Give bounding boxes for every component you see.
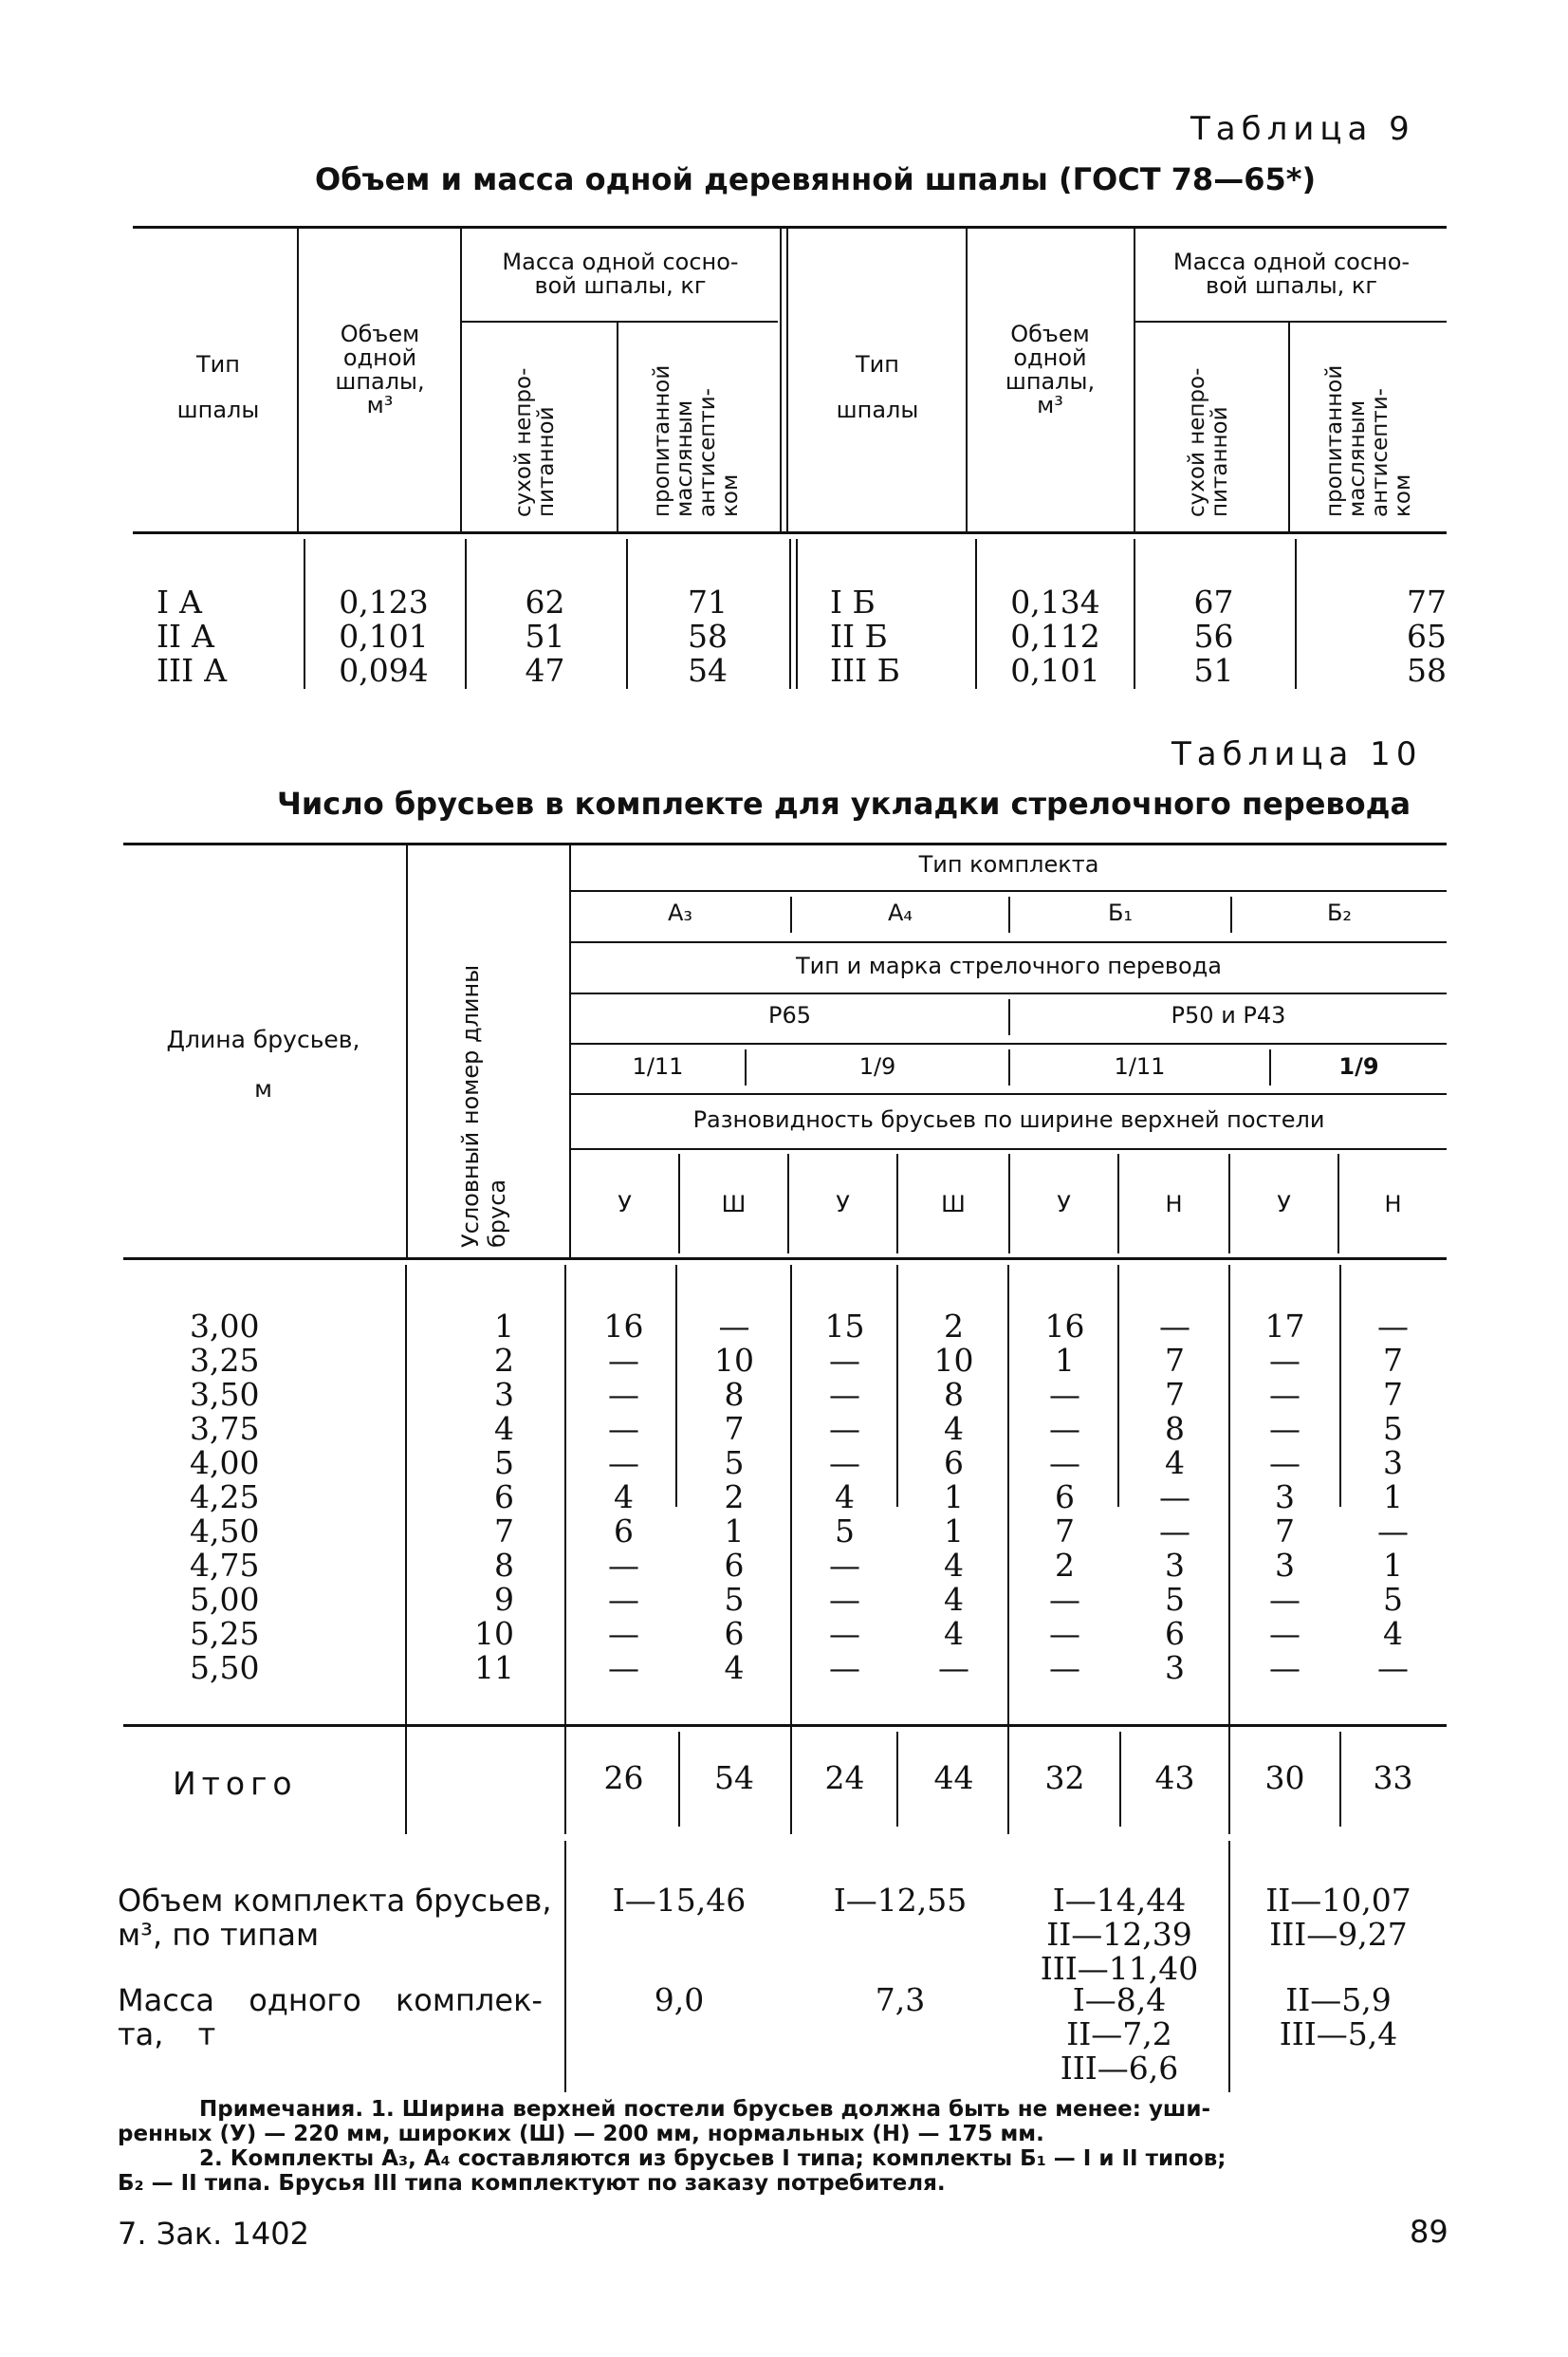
- table9-col-dry-a: 62 51 47: [525, 584, 565, 689]
- table9-col-type-b: I Б II Б III Б: [830, 584, 900, 689]
- sub-6: Н: [1165, 1191, 1183, 1217]
- table10-header-switch: Тип и марка стрелочного перевода: [796, 953, 1222, 979]
- table9-col-volume-b: 0,134 0,112 0,101: [1010, 584, 1100, 689]
- table10-col-length: 3,00 3,25 3,50 3,75 4,00 4,25 4,50 4,75 5,00 5,25 5,50: [190, 1308, 260, 1686]
- table9-col-impreg-b: 77 65 58: [1407, 584, 1447, 689]
- table9-header-volume-2: Объем одной шпалы, м³: [1005, 321, 1096, 418]
- order-number: 7. Зак. 1402: [118, 2216, 309, 2252]
- table9-title: Объем и масса одной деревянной шпалы (ГОСТ 78—65*): [315, 161, 1317, 197]
- table10-header-number: Условный номер длины бруса: [457, 964, 510, 1248]
- kit-b1: Б₁: [1107, 900, 1134, 926]
- total-8: 33: [1373, 1759, 1413, 1796]
- table9-col-dry-b: 67 56 51: [1193, 584, 1234, 689]
- page-number: 89: [1410, 2214, 1448, 2250]
- volume-a4: I—12,55: [833, 1882, 968, 1919]
- table9-caption: Таблица 9: [1190, 110, 1415, 148]
- mass-b2: II—5,9 III—5,4: [1279, 1981, 1398, 2052]
- mass-label: Масса одного комплек- та, т: [118, 1982, 543, 2052]
- total-5: 32: [1044, 1759, 1085, 1796]
- sub-4: Ш: [941, 1191, 966, 1217]
- total-3: 24: [824, 1759, 865, 1796]
- ratio-3: 1/11: [1114, 1053, 1166, 1080]
- table10-col-1: 16 — — — — 4 6 — — — —: [603, 1308, 644, 1686]
- total-label: Итого: [173, 1765, 298, 1802]
- total-7: 30: [1264, 1759, 1305, 1796]
- table10-col-5: 16 1 — — — 6 7 2 — — —: [1044, 1308, 1085, 1686]
- table9-header-type: Тип шпалы: [176, 351, 260, 423]
- volume-a3: I—15,46: [612, 1882, 747, 1919]
- sub-5: У: [1057, 1191, 1071, 1217]
- rail-p50-p43: Р50 и Р43: [1171, 1002, 1286, 1029]
- table10-header-kit-type: Тип комплекта: [918, 851, 1099, 878]
- ratio-2: 1/9: [858, 1053, 896, 1080]
- mass-a4: 7,3: [875, 1981, 926, 2018]
- note-line-1: Примечания. 1. Ширина верхней постели брусьев должна быть не менее: уши-: [199, 2097, 1211, 2122]
- sub-8: Н: [1384, 1191, 1402, 1217]
- total-4: 44: [933, 1759, 974, 1796]
- volume-label: Объем комплекта брусьев, м³, по типам: [118, 1883, 552, 1953]
- table9-header-impreg: пропитанной масляным антисепти- ком: [650, 364, 743, 517]
- ratio-1: 1/11: [632, 1053, 684, 1080]
- table9-header-impreg-2: пропитанной масляным антисепти- ком: [1322, 364, 1415, 517]
- sub-1: У: [618, 1191, 632, 1217]
- table10-col-number: 1 2 3 4 5 6 7 8 9 10 11: [474, 1308, 514, 1686]
- total-2: 54: [714, 1759, 754, 1796]
- table10-col-3: 15 — — — — 4 5 — — — —: [824, 1308, 865, 1686]
- kit-a3: А₃: [667, 900, 693, 926]
- note-line-2: ренных (У) — 220 мм, широких (Ш) — 200 мм, нормальных (Н) — 175 мм.: [118, 2122, 1044, 2146]
- sub-7: У: [1277, 1191, 1291, 1217]
- table9-header-type-2: Тип шпалы: [836, 351, 919, 423]
- table10-col-8: — 7 7 5 3 1 — 1 5 4 —: [1377, 1308, 1409, 1686]
- kit-a4: А₄: [887, 900, 913, 926]
- total-1: 26: [603, 1759, 644, 1796]
- table9-col-impreg-a: 71 58 54: [688, 584, 728, 689]
- table10-header-variety: Разновидность брусьев по ширине верхней постели: [692, 1106, 1325, 1133]
- ratio-4: 1/9: [1338, 1053, 1379, 1080]
- mass-b1: I—8,4 II—7,2 III—6,6: [1060, 1981, 1179, 2087]
- table9-col-volume-a: 0,123 0,101 0,094: [339, 584, 429, 689]
- note-line-4: Б₂ — II типа. Брусья III типа комплектуют по заказу потребителя.: [118, 2171, 946, 2196]
- volume-b1: I—14,44 II—12,39 III—11,40: [1040, 1882, 1199, 1987]
- sub-3: У: [836, 1191, 850, 1217]
- table9-header-volume: Объем одной шпалы, м³: [335, 321, 425, 418]
- mass-a3: 9,0: [654, 1981, 705, 2018]
- table10-col-2: — 10 8 7 5 2 1 6 5 6 4: [714, 1308, 754, 1686]
- table9-header-dry-2: сухой непро- питанной: [1185, 367, 1232, 517]
- total-6: 43: [1154, 1759, 1195, 1796]
- table10-title: Число брусьев в комплекте для укладки стрелочного перевода: [277, 786, 1411, 822]
- volume-b2: II—10,07 III—9,27: [1265, 1882, 1411, 1953]
- sub-2: Ш: [721, 1191, 747, 1217]
- table9-header-dry: сухой непро- питанной: [511, 367, 559, 517]
- table10-col-7: 17 — — — — 3 7 3 — — —: [1264, 1308, 1305, 1686]
- table10-col-4: 2 10 8 4 6 1 1 4 4 4 —: [933, 1308, 974, 1686]
- note-line-3: 2. Комплекты А₃, А₄ составляются из брусьев I типа; комплекты Б₁ — I и II типов;: [199, 2146, 1227, 2171]
- table9-header-mass: Масса одной сосно- вой шпалы, кг: [502, 249, 739, 299]
- rail-p65: Р65: [767, 1002, 811, 1029]
- table9-header-mass-2: Масса одной сосно- вой шпалы, кг: [1172, 249, 1411, 299]
- table10-caption: Таблица 10: [1171, 735, 1423, 773]
- kit-b2: Б₂: [1326, 900, 1353, 926]
- table10-header-length: Длина брусьев, м: [166, 1026, 360, 1103]
- table10-col-6: — 7 7 8 4 — — 3 5 6 3: [1159, 1308, 1190, 1686]
- table9-col-type-a: I А II А III А: [157, 584, 228, 689]
